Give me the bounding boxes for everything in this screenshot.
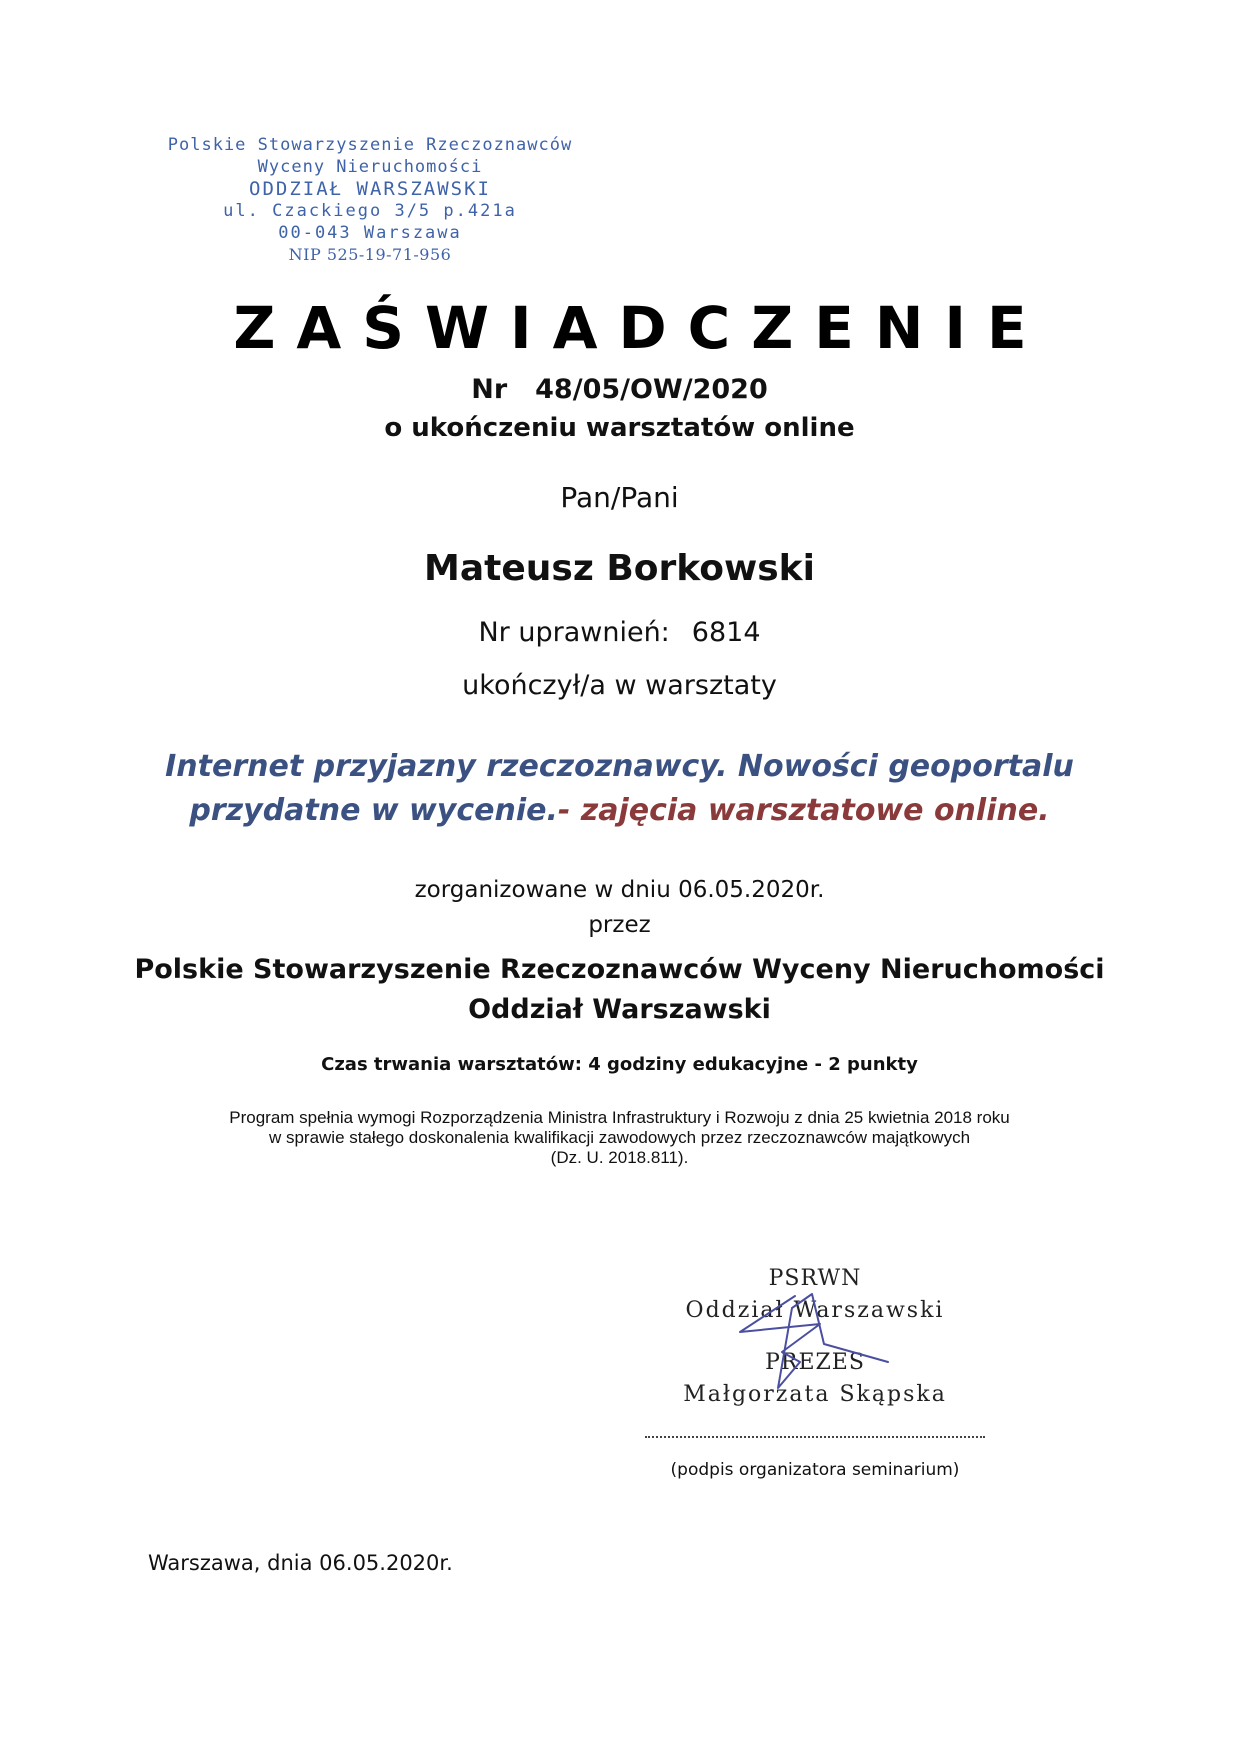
organizer-name-line-1: Polskie Stowarzyszenie Rzeczoznawców Wyceny Nieruchomości <box>134 954 1105 985</box>
signature-caption: (podpis organizatora seminarium) <box>670 1460 960 1480</box>
organizer-name-line-2: Oddział Warszawski <box>468 994 771 1025</box>
certificate-number-line <box>0 374 1239 405</box>
salutation: Pan/Pani <box>560 481 679 514</box>
stamp-line-branch: ODDZIAŁ WARSZAWSKI <box>249 178 491 200</box>
course-title-line-2-text: przydatne w wycenie. <box>189 793 558 828</box>
certificate-subtitle: o ukończeniu warsztatów online <box>384 413 855 443</box>
signature-stroke <box>740 1294 888 1388</box>
signature-line-role: PREZES <box>765 1350 865 1375</box>
course-title-suffix: - zajęcia warsztatowe online. <box>557 793 1050 828</box>
stamp-line-organization: Polskie Stowarzyszenie Rzeczoznawców <box>167 135 573 155</box>
course-title <box>0 745 1239 833</box>
certificate-number-label: Nr <box>471 374 508 405</box>
organized-date: zorganizowane w dniu 06.05.2020r. <box>414 877 825 903</box>
recipient-name: Mateusz Borkowski <box>424 548 815 589</box>
signature-line-person: Małgorzata Skąpska <box>683 1382 947 1407</box>
license-number: 6814 <box>691 617 761 648</box>
stamp-line-city: 00-043 Warszawa <box>278 223 462 243</box>
signature-line-psrwn: PSRWN <box>768 1266 862 1291</box>
course-title-line-2 <box>0 789 1239 833</box>
completed-text: ukończył/a w warsztaty <box>462 670 777 701</box>
certificate-title: ZAŚWIADCZENIE <box>233 294 1048 362</box>
place-and-date: Warszawa, dnia 06.05.2020r. <box>148 1551 453 1575</box>
program-note <box>0 1108 1239 1168</box>
stamp-line-street: ul. Czackiego 3/5 p.421a <box>223 201 517 221</box>
organization-stamp <box>150 134 590 266</box>
certificate-number: 48/05/OW/2020 <box>535 374 768 405</box>
stamp-line-nip: NIP 525-19-71-956 <box>288 245 452 264</box>
handwritten-signature <box>720 1290 890 1390</box>
organized-by: przez <box>588 912 651 938</box>
signature-dotted-line <box>645 1436 985 1438</box>
signature-line-branch: Oddział Warszawski <box>685 1298 945 1323</box>
course-title-line-1: Internet przyjazny rzeczoznawcy. Nowości geoportalu <box>165 749 1074 784</box>
stamp-line-organization-2: Wyceny Nieruchomości <box>257 157 483 177</box>
license-label: Nr uprawnień: <box>478 617 670 648</box>
program-note-line-1: Program spełnia wymogi Rozporządzenia Ministra Infrastruktury i Rozwoju z dnia 25 kwietnia 2018 roku <box>229 1108 1010 1127</box>
license-line <box>0 617 1239 648</box>
program-note-line-3: (Dz. U. 2018.811). <box>550 1148 689 1167</box>
duration-text: Czas trwania warsztatów: 4 godziny edukacyjne - 2 punkty <box>321 1054 918 1075</box>
program-note-line-2: w sprawie stałego doskonalenia kwalifikacji zawodowych przez rzeczoznawców majątkowych <box>268 1128 971 1147</box>
organizer-name <box>0 950 1239 1030</box>
